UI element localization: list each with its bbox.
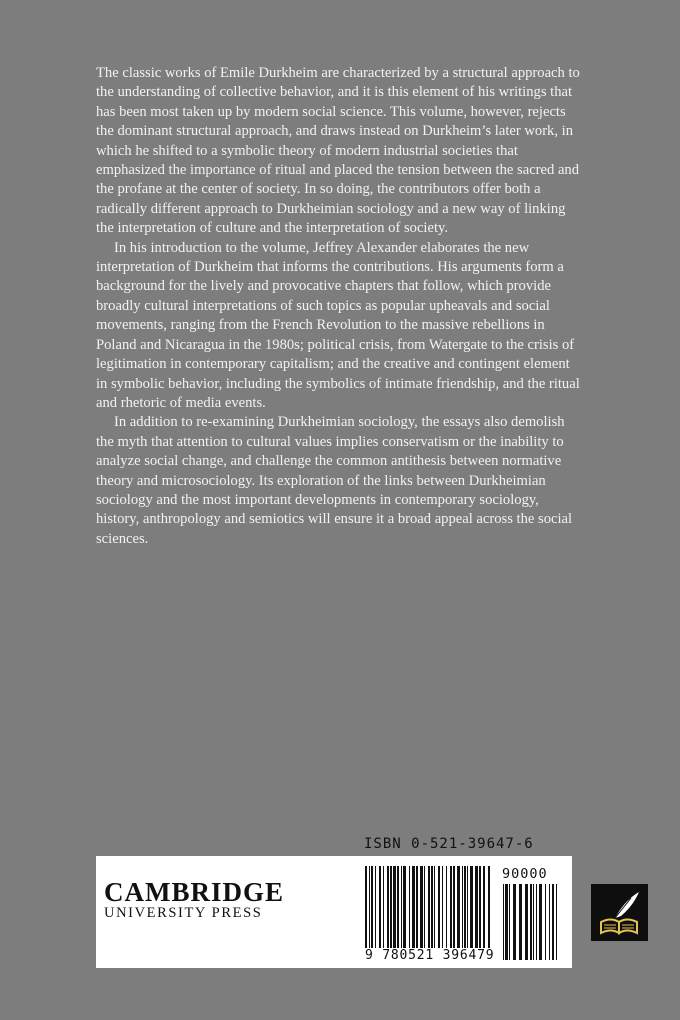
barcode-bar — [409, 866, 410, 948]
barcode-bar — [365, 866, 367, 948]
barcode-bar — [475, 866, 478, 948]
barcode-bar — [483, 866, 485, 948]
barcode-bar — [488, 866, 490, 948]
barcode-addon-bar — [519, 884, 522, 960]
barcode-bar — [397, 866, 399, 948]
barcode-bar — [434, 866, 435, 948]
barcode-addon-bar — [539, 884, 542, 960]
barcode-addon-bar — [533, 884, 534, 960]
barcode-bar — [438, 866, 440, 948]
barcode-addon-number: 90000 — [502, 866, 548, 882]
barcode-addon-bar — [549, 884, 550, 960]
barcode-addon-bar — [503, 884, 504, 960]
barcode-bar — [379, 866, 381, 948]
barcode-addon-bar — [545, 884, 546, 960]
barcode-bar — [428, 866, 430, 948]
barcode-bar — [464, 866, 466, 948]
barcode-addon-bar — [552, 884, 554, 960]
barcode-bar — [375, 866, 376, 948]
barcode-bar — [401, 866, 402, 948]
barcode-addon-bar — [509, 884, 510, 960]
barcode-addon-bar — [536, 884, 537, 960]
barcode-addon-bar — [530, 884, 532, 960]
barcode-bar — [462, 866, 463, 948]
barcode-addon-bar — [525, 884, 528, 960]
barcode-addon-bar — [513, 884, 516, 960]
barcode-bar — [420, 866, 423, 948]
blurb-paragraph-3: In addition to re-examining Durkheimian sociology, the essays also demolish the myth that attention to cultural values implies conservatism or the inability to analyze social change, and challenge the common antithesis between normative theory and microsociology. Its exploration of the links between Durkheimian sociology and the most important developments in contemporary sociology, history, anthropology and semiotics will ensure it a broad appeal across the social sciences. — [96, 414, 573, 547]
barcode-bar — [424, 866, 425, 948]
barcode-bar — [383, 866, 384, 948]
barcode-bar — [371, 866, 373, 948]
barcode-addon-bar — [556, 884, 557, 960]
barcode-bar — [453, 866, 455, 948]
barcode-bar — [467, 866, 468, 948]
barcode-bar — [390, 866, 392, 948]
barcode-bar — [450, 866, 452, 948]
barcode-number: 9 780521 396479 — [365, 948, 495, 963]
barcode-bar — [393, 866, 396, 948]
barcode-addon-bar — [505, 884, 508, 960]
book-quill-icon — [591, 884, 648, 941]
barcode-bar — [387, 866, 389, 948]
barcode-bar — [470, 866, 473, 948]
blurb-paragraph-2: In his introduction to the volume, Jeffrey Alexander elaborates the new interpretation of Durkheim that informs the contributions. His arguments form a background for the lively and provocative chapters that follow, which provide broadly cultural interpretations of such topics as popular upheavals and social movements, ranging from the French Revolution to the massive rebellions in Poland and Nicaragua in the 1980s; political crisis, from Watergate to the crisis of legitimation in contemporary capitalism; and the creative and contingent element in symbolic behavior, including the symbolics of intimate friendship, and the ritual and rhetoric of media events. — [96, 239, 580, 411]
barcode-bar — [412, 866, 415, 948]
publisher-subtitle: UNIVERSITY PRESS — [104, 905, 263, 921]
barcode-bar — [457, 866, 460, 948]
publisher-name: CAMBRIDGE — [104, 877, 285, 907]
isbn-label: ISBN 0-521-39647-6 — [364, 836, 534, 852]
barcode-bar — [442, 866, 443, 948]
barcode-bar — [369, 866, 370, 948]
barcode-bar — [431, 866, 433, 948]
barcode-bar — [446, 866, 447, 948]
barcode-bar — [403, 866, 406, 948]
back-cover-blurb — [96, 64, 582, 549]
barcode-bar — [479, 866, 481, 948]
blurb-paragraph-1: The classic works of Emile Durkheim are characterized by a structural approach to the understanding of collective behavior, and it is this element of his writings that has been most taken up by modern social science. This volume, however, rejects the dominant structural approach, and draws instead on Durkheim’s later work, in which he shifted to a symbolic theory of modern industrial societies that emphasized the importance of ritual and placed the tension between the sacred and the profane at the center of society. In so doing, the contributors offer both a radically different approach to Durkheimian sociology and a new way of linking the interpretation of culture and the interpretation of society. — [96, 65, 580, 237]
barcode-bar — [416, 866, 418, 948]
